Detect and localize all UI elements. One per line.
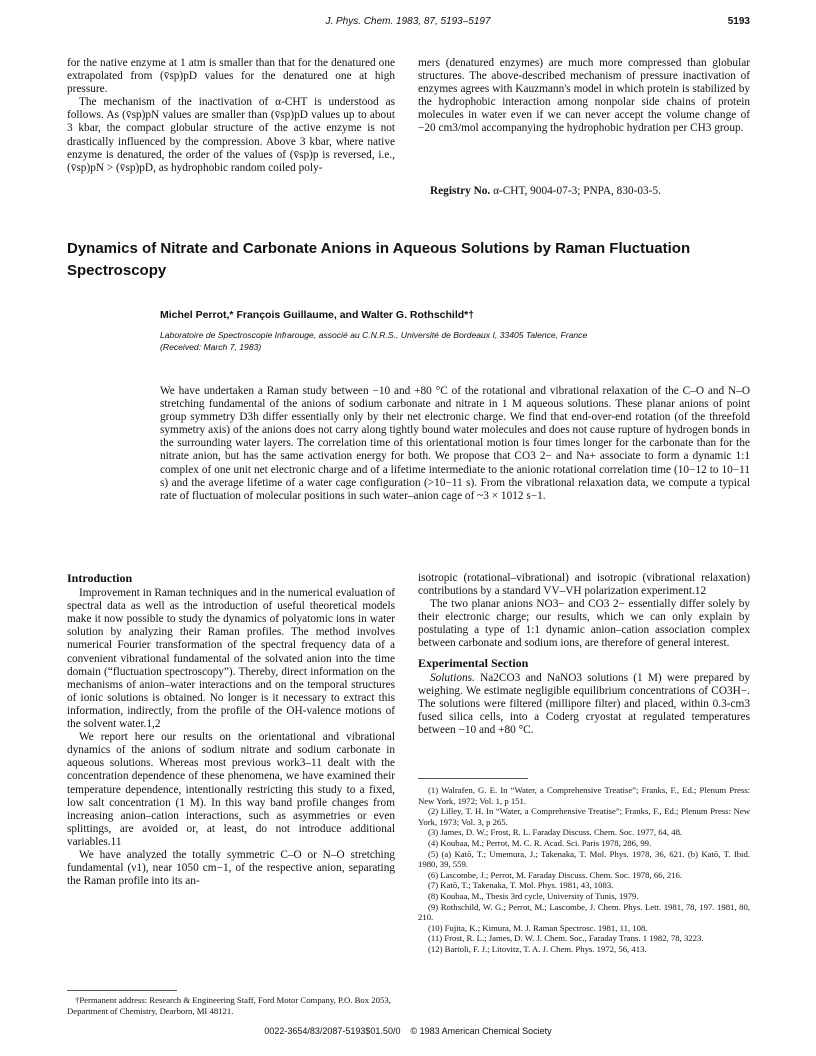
running-header bbox=[0, 16, 816, 34]
reference-item: (4) Koubaa, M.; Perrot, M. C. R. Acad. Sci. Paris 1978, 286, 99. bbox=[428, 837, 652, 848]
intro-paragraph-5: The two planar anions NO3− and CO3 2− essentially differ solely by their electronic charge; our results, which we can only explain by postulating a type of 1:1 dynamic anion–cation association complex between carbonate and sodium ions, are therefore of general interest. bbox=[418, 598, 750, 650]
intro-paragraph-1: Improvement in Raman techniques and in the numerical evaluation of spectral data as well as the introduction of useful theoretical models make it now possible to study the dynamics of polyatomic ions in water solution by analyzing their Raman profiles. The method involves numerical Fourier transformation of the spectral frequency data of a convenient vibrational fundamental of the solvated anion into the time domain (“fluctuation spectroscopy”). Thereby, direct information on the mechanisms of anion–water interactions and on the temporal structures of ionic solutions is obtained. No longer is it necessary to extract this information, indirectly, from the profile of the OH-valence motions of the solvent water.1,2 bbox=[67, 587, 395, 731]
reference-item: (6) Lascombe, J.; Perrot, M. Faraday Discuss. Chem. Soc. 1978, 66, 216. bbox=[428, 869, 683, 880]
registry-numbers bbox=[430, 185, 750, 197]
registry-text: α-CHT, 9004-07-3; PNPA, 830-03-5. bbox=[493, 185, 661, 197]
reference-list bbox=[418, 785, 750, 955]
article-affiliation bbox=[160, 329, 720, 353]
author-footnote bbox=[67, 995, 395, 1016]
registry-label: Registry No. bbox=[430, 185, 491, 197]
experimental-heading: Experimental Section bbox=[418, 655, 529, 670]
reference-item: (8) Koubaa, M., Thesis 3rd cycle, University of Tunis, 1979. bbox=[428, 890, 639, 901]
affiliation-text: Laboratoire de Spectroscopie Infrarouge, associé au C.N.R.S., Université de Bordeaux I, 33405 Talence, France bbox=[160, 330, 588, 340]
received-date: (Received: March 7, 1983) bbox=[160, 342, 262, 352]
article-title: Dynamics of Nitrate and Carbonate Anions in Aqueous Solutions by Raman Fluctuation Spectroscopy bbox=[67, 240, 691, 279]
reference-item: (7) Katō, T.; Takenaka, T. Mol. Phys. 1981, 43, 1083. bbox=[428, 880, 614, 891]
prev-article-right-column bbox=[418, 57, 750, 136]
reference-item: (10) Fujita, K.; Kimura, M. J. Raman Spectrosc. 1981, 11, 108. bbox=[428, 922, 648, 933]
journal-citation: J. Phys. Chem. 1983, 87, 5193–5197 bbox=[325, 16, 491, 27]
experimental-paragraph bbox=[418, 672, 750, 737]
article-authors: Michel Perrot,* François Guillaume, and Walter G. Rothschild*† bbox=[160, 309, 475, 321]
reference-item: (5) (a) Katō, T.; Umemura, J.; Takenaka, T. Mol. Phys. 1978, 36, 621. (b) Katō, T. Ibid. 1980, 39, 559. bbox=[418, 848, 750, 870]
intro-heading: Introduction bbox=[67, 571, 133, 585]
prev-paragraph-2: The mechanism of the inactivation of α-CHT is understood as follows. As (v̄sp)pN values are smaller than (v̄sp)pD values up to about 3 kbar, the compact globular structure of the active enzyme is not drastically influenced by the compression. Above 3 kbar, where native enzyme is denatured, the order of the values of (v̄sp)p is reversed, i.e., (v̄sp)pN > (v̄sp)pD, as hydrophobic random coiled poly- bbox=[67, 96, 395, 174]
page-footer bbox=[0, 1026, 816, 1036]
copyright: © 1983 American Chemical Society bbox=[410, 1026, 552, 1036]
article-code: 0022-3654/83/2087-5193$01.50/0 bbox=[264, 1026, 401, 1036]
page-number: 5193 bbox=[727, 16, 750, 27]
reference-item: (3) James, D. W.; Frost, R. L. Faraday Discuss. Chem. Soc. 1977, 64, 48. bbox=[428, 827, 683, 838]
intro-paragraph-4: isotropic (rotational–vibrational) and isotropic (vibrational relaxation) contributions by a standard VV–VH polarization experiment.12 bbox=[418, 572, 750, 598]
reference-item: (12) Bartoli, F. J.; Litovitz, T. A. J. Chem. Phys. 1972, 56, 413. bbox=[428, 943, 647, 954]
intro-paragraph-3: We have analyzed the totally symmetric C–O or N–O stretching fundamental (ν1), near 1050 cm−1, of the respective anion, separating the Raman profile into its an- bbox=[67, 848, 395, 888]
footnote-rule bbox=[67, 990, 177, 991]
article-abstract: We have undertaken a Raman study between −10 and +80 °C of the rotational and vibrational relaxation of the C–O and N–O stretching fundamental of the anions of sodium carbonate and nitrate in 1 M aqueous solutions. These planar anions of point group symmetry D3h differ essentially only by their net electronic charge. We find that end-over-end rotation (of the threefold symmetry axis) of the anions does not carry along tightly bound water molecules and does not cause rupture of hydrogen bonds in the surrounding water layers. The correlation time of this orientational motion is four times longer for the carbonate than for the nitrate anion, but has the same activation energy for both. We propose that CO3 2− and Na+ associate to form a dynamic 1:1 complex of one unit net electronic charge and of a lifetime intermediate to the anionic rotational correlation time (10−12 to 10−11 s) and the average lifetime of a water cage configuration (>10−11 s). From the vibrational relaxation data, we compute a typical rate of fluctuation of molecular positions in such water–anion cage of ~3 × 1012 s−1. bbox=[160, 385, 750, 502]
references-rule bbox=[418, 778, 528, 779]
intro-left-column bbox=[67, 572, 395, 888]
reference-item: (1) Walrafen, G. E. In “Water, a Comprehensive Treatise”; Franks, F., Ed.; Plenum Press: New York, 1972; Vol. 1, p 151. bbox=[418, 785, 750, 806]
reference-item: (11) Frost, R. L.; James, D. W. J. Chem. Soc., Faraday Trans. 1 1982, 78, 3223. bbox=[428, 933, 704, 944]
experimental-text: Na2CO3 and NaNO3 solutions (1 M) were prepared by weighing. We estimate negligible equilibrium concentrations of CO3H−. The solutions were filtered (millipore filter) and placed, within 0.3-cm3 fused silica cells, into a Coderg cryostat at regulated temperatures between −10 and +80 °C. bbox=[418, 671, 751, 737]
intro-right-column bbox=[418, 572, 750, 737]
intro-paragraph-2: We report here our results on the orientational and vibrational dynamics of the anions of sodium nitrate and sodium carbonate in aqueous solutions. Whereas most previous work3–11 dealt with the concentration dependence of these phenomena, we have examined their temperature dependence, intentionally restricting this study to a fixed, low salt concentration (1 M). In this way band profile changes from increasing anion–cation interactions, such as asymmetries or even splittings, are avoided or, at least, do not introduce additional variables.11 bbox=[67, 731, 395, 848]
prev-paragraph-1: for the native enzyme at 1 atm is smaller than that for the denatured one extrapolated from (v̄sp)pD values for the denatured one at high pressure. bbox=[67, 57, 395, 96]
prev-paragraph-3: mers (denatured enzymes) are much more compressed than globular structures. The above-described mechanism of pressure inactivation of enzymes agrees with Kauzmann's model in which protein is stabilized by the hydrophobic interaction among nonpolar side chains of protein molecules in water even if we can never accept the volume change of −20 cm3/mol accompanying the hydrophobic hydration per CH3 group. bbox=[418, 57, 750, 135]
prev-article-left-column bbox=[67, 57, 395, 175]
reference-item: (2) Lilley, T. H. In “Water, a Comprehensive Treatise”; Franks, F., Ed.; Plenum Press: New York, 1973; Vol. 3, p 265. bbox=[418, 806, 750, 827]
footnote-text: †Permanent address: Research & Engineering Staff, Ford Motor Company, P.O. Box 2053, Department of Chemistry, Dearborn, MI 48121. bbox=[67, 995, 391, 1016]
reference-item: (9) Rothschild, W. G.; Perrot, M.; Lascombe, J. Chem. Phys. Lett. 1981, 78, 197. 1981, 80, 210. bbox=[418, 901, 750, 923]
experimental-lead: Solutions. bbox=[430, 671, 475, 684]
